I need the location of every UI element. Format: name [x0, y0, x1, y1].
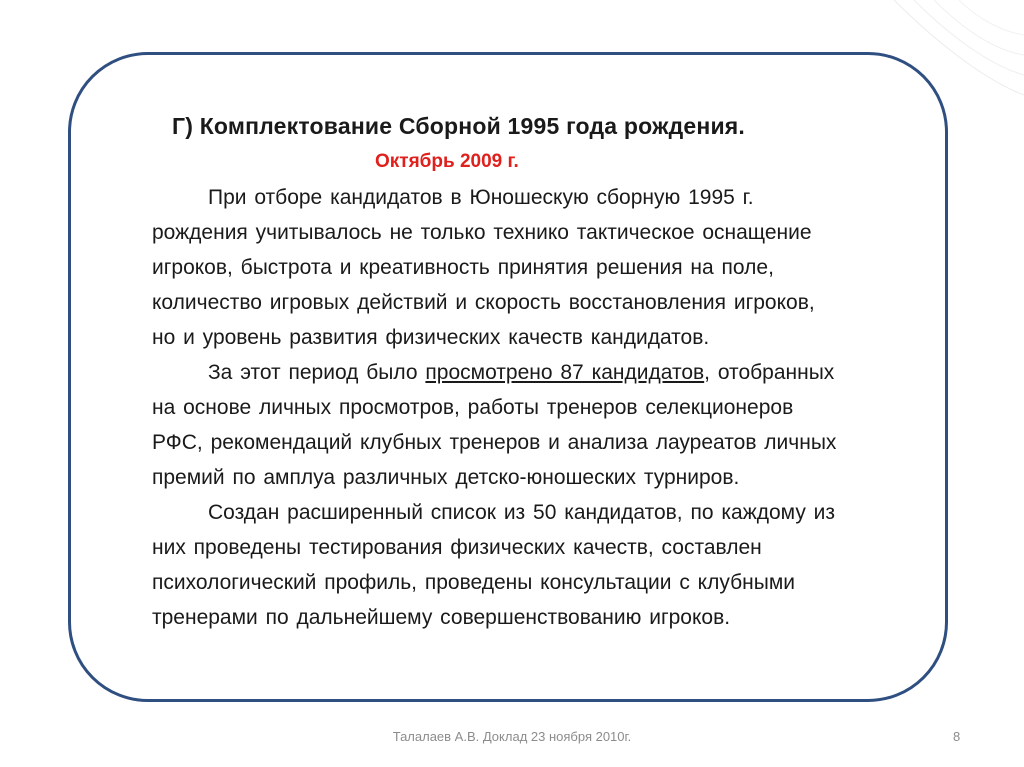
paragraph-2-line-4: премий по амплуа различных детско-юношеских турниров.: [152, 466, 740, 489]
paragraph-2-line-2: на основе личных просмотров, работы тренеров селекционеров: [152, 396, 794, 419]
paragraph-1-line-1: При отборе кандидатов в Юношескую сборную 1995 г.: [208, 186, 754, 209]
paragraph-2-line-1-pre: За этот период было: [208, 361, 426, 384]
paragraph-2-line-1-post: , отобранных: [704, 361, 835, 384]
page-number: 8: [953, 729, 961, 744]
paragraph-2-line-1: [208, 361, 834, 385]
slide-subtitle-date: Октябрь 2009 г.: [375, 151, 519, 172]
slide-title: Г) Комплектование Сборной 1995 года рождения.: [172, 113, 746, 139]
paragraph-3-line-2: них проведены тестирования физических качеств, составлен: [152, 536, 762, 559]
paragraph-1-line-2: рождения учитывалось не только технико тактическое оснащение: [152, 221, 812, 244]
paragraph-3-line-1: Создан расширенный список из 50 кандидатов, по каждому из: [208, 501, 836, 524]
footer-text: Талалаев А.В. Доклад 23 ноября 2010г.: [392, 729, 632, 744]
paragraph-1-line-5: но и уровень развития физических качеств кандидатов.: [152, 326, 710, 349]
paragraph-3-line-4: тренерами по дальнейшему совершенствованию игроков.: [152, 606, 731, 629]
paragraph-3-line-3: психологический профиль, проведены консультации с клубными: [152, 571, 795, 594]
paragraph-1-line-4: количество игровых действий и скорость восстановления игроков,: [152, 291, 815, 314]
paragraph-1-line-3: игроков, быстрота и креативность принятия решения на поле,: [152, 256, 774, 279]
candidates-viewed-highlight: просмотрено 87 кандидатов: [425, 361, 705, 384]
paragraph-2-line-3: РФС, рекомендаций клубных тренеров и анализа лауреатов личных: [152, 431, 837, 454]
